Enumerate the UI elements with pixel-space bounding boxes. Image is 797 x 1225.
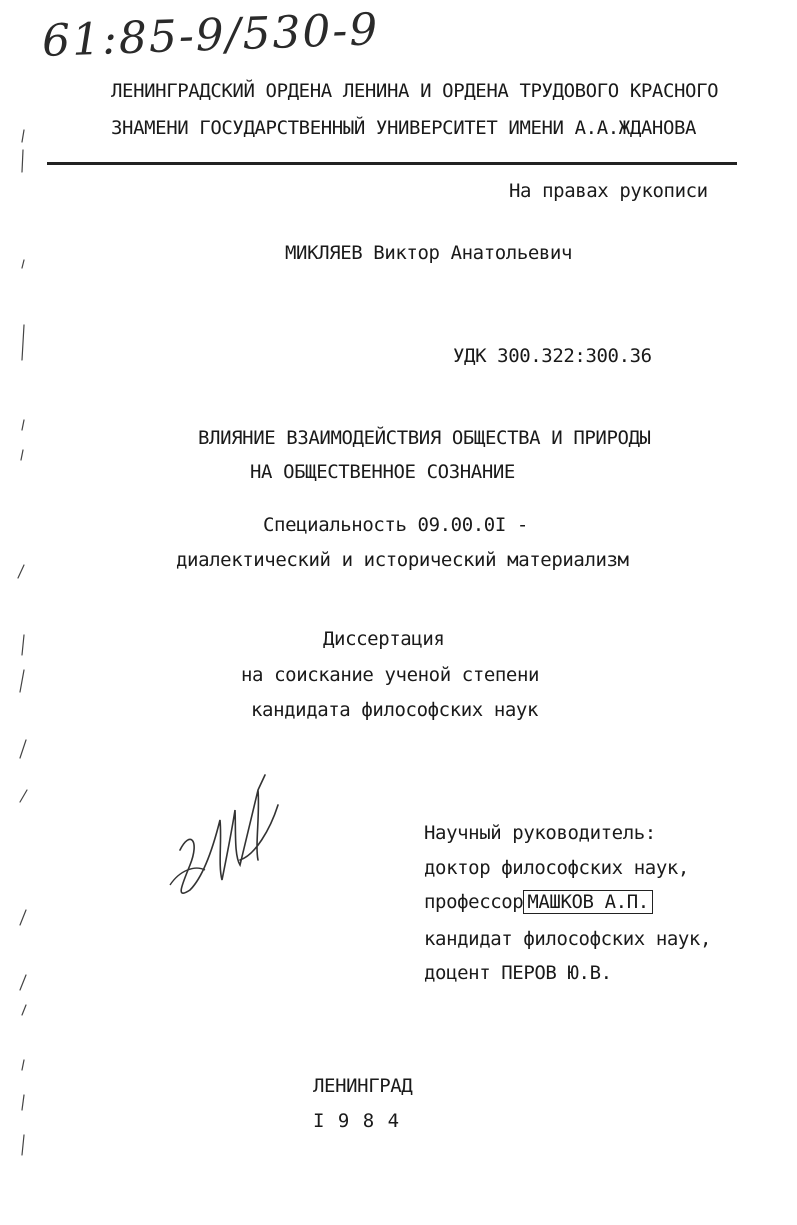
- supervisor-line-3: кандидат философских наук,: [424, 928, 712, 950]
- author-name: МИКЛЯЕВ Виктор Анатольевич: [285, 242, 573, 264]
- signature-icon: [160, 770, 290, 920]
- dissertation-line-3: кандидата философских наук: [251, 699, 539, 721]
- institution-line-1: ЛЕНИНГРАДСКИЙ ОРДЕНА ЛЕНИНА И ОРДЕНА ТРУДОВОГО КРАСНОГО: [111, 80, 719, 102]
- dissertation-line-2: на соискание ученой степени: [241, 664, 540, 686]
- header-rule: [47, 162, 737, 165]
- title-line-1: ВЛИЯНИЕ ВЗАИМОДЕЙСТВИЯ ОБЩЕСТВА И ПРИРОДЫ: [198, 427, 651, 449]
- specialty-line-1: Специальность 09.00.0I -: [263, 514, 528, 536]
- archive-stamp: 61:85-9/530-9: [41, 4, 381, 67]
- supervisor-line-1: доктор философских наук,: [424, 857, 689, 879]
- dissertation-line-1: Диссертация: [323, 628, 445, 650]
- supervisor-line-4: доцент ПЕРОВ Ю.В.: [424, 962, 612, 984]
- margin-marks: [12, 110, 34, 1210]
- supervisor-heading: Научный руководитель:: [424, 822, 656, 844]
- udc-code: УДК 300.322:300.36: [453, 345, 652, 367]
- specialty-line-2: диалектический и исторический материализм: [176, 549, 629, 571]
- supervisor-line-2: [424, 891, 653, 913]
- manuscript-note: На правах рукописи: [509, 180, 708, 202]
- place: ЛЕНИНГРАД: [313, 1075, 413, 1097]
- title-line-2: НА ОБЩЕСТВЕННОЕ СОЗНАНИЕ: [250, 461, 515, 483]
- supervisor-title: профессор: [424, 891, 524, 913]
- institution-line-2: ЗНАМЕНИ ГОСУДАРСТВЕННЫЙ УНИВЕРСИТЕТ ИМЕНИ А.А.ЖДАНОВА: [111, 117, 697, 139]
- year: I 9 8 4: [313, 1110, 401, 1132]
- supervisor-name-boxed: МАШКОВ А.П.: [523, 890, 652, 914]
